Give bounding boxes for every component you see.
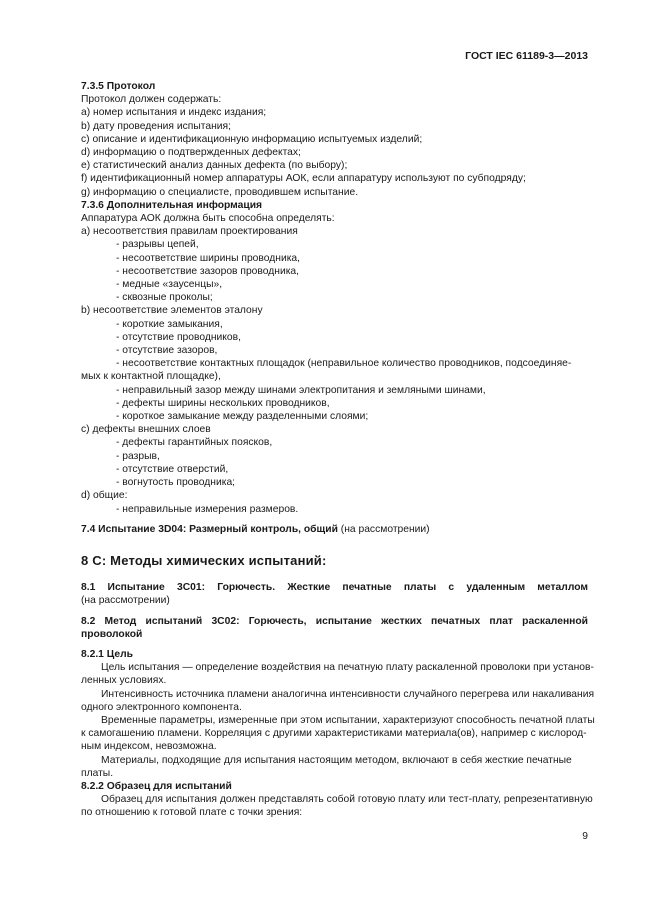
list-item: f) идентификационный номер аппаратуры АОК, если аппаратуру используют по субподряду; [81, 173, 526, 185]
document-body [81, 80, 595, 820]
list-item: d) общие: [81, 490, 128, 502]
section-8-1-title: 8.1 Испытание 3C01: Горючесть. Жесткие печатные платы с удаленным металлом [81, 582, 588, 594]
section-8-title: 8 С: Методы химических испытаний: [81, 552, 327, 568]
section-7-3-5-intro: Протокол должен содержать: [81, 94, 222, 106]
sub-list-item: - медные «заусенцы», [116, 279, 223, 291]
paragraph-line: ным индексом, невозможна. [81, 741, 217, 753]
paragraph-line: к самогашению пламени. Корреляция с другими характеристиками материала(ов), например с кислород- [81, 728, 587, 740]
sub-list-item: - отсутствие проводников, [116, 331, 241, 343]
sub-list-item: - короткие замыкания, [116, 318, 223, 330]
sub-list-item: - несоответствие контактных площадок (неправильное количество проводников, подсоединяе- [116, 358, 572, 370]
list-item: b) дату проведения испытания; [81, 120, 231, 132]
list-item: а) номер испытания и индекс издания; [81, 107, 267, 119]
paragraph-line: по отношению к готовой плате с точки зрения: [81, 807, 303, 819]
sub-list-item: - разрывы цепей, [116, 239, 199, 251]
sub-list-item: - неправильный зазор между шинами электропитания и земляными шинами, [116, 384, 486, 396]
sub-list-item: - дефекты ширины нескольких проводников, [116, 397, 330, 409]
sub-list-item: - несоответствие ширины проводника, [116, 252, 301, 264]
sub-list-item: - несоответствие зазоров проводника, [116, 265, 300, 277]
section-8-2-2-title: 8.2.2 Образец для испытаний [81, 780, 232, 792]
section-7-3-6-intro: Аппаратура АОК должна быть способна определять: [81, 213, 335, 225]
list-item: d) информацию о подтвержденных дефектах; [81, 147, 301, 159]
list-item: с) описание и идентификационную информацию испытуемых изделий; [81, 133, 423, 145]
section-7-4-title-bold: 7.4 Испытание 3D04: Размерный контроль, общий [81, 523, 338, 535]
section-7-4-title [81, 523, 588, 536]
list-item: с) дефекты внешних слоев [81, 424, 211, 436]
sub-list-item: - короткое замыкание между разделенными слоями; [116, 411, 369, 423]
paragraph-line: платы. [81, 767, 114, 779]
paragraph-line: Цель испытания — определение воздействия на печатную плату раскаленной проволоки при установ- [101, 662, 594, 674]
section-8-2-title-cont: проволокой [81, 628, 143, 640]
sub-list-item: - неправильные измерения размеров. [116, 503, 299, 515]
sub-list-item: - разрыв, [116, 450, 160, 462]
section-7-3-5-title: 7.3.5 Протокол [81, 81, 156, 92]
sub-list-item: - сквозные проколы; [116, 292, 213, 304]
sub-list-item: - вогнутость проводника; [116, 477, 236, 489]
paragraph-line: одного электронного компонента. [81, 701, 242, 713]
page-number: 9 [582, 831, 588, 842]
paragraph-line: ленных условиях. [81, 675, 167, 687]
paragraph-line: Материалы, подходящие для испытания настоящим методом, включают в себя жесткие печатные [101, 754, 572, 766]
section-7-4-note: (на рассмотрении) [340, 523, 430, 535]
sub-list-item: - дефекты гарантийных поясков, [116, 437, 273, 449]
list-item: g) информацию о специалисте, проводившем испытание. [81, 186, 359, 198]
page-header: ГОСТ IEC 61189-3—2013 [465, 50, 588, 62]
paragraph-line: Интенсивность источника пламени аналогична интенсивности случайного перегрева или накаливания [101, 688, 595, 700]
section-7-3-6-title: 7.3.6 Дополнительная информация [81, 199, 263, 211]
section-8-2-title: 8.2 Метод испытаний 3C02: Горючесть, испытание жестких печатных плат раскаленной [81, 615, 588, 627]
list-item: b) несоответствие элементов эталону [81, 305, 263, 317]
paragraph-line: Образец для испытания должен представлять собой готовую плату или тест-плату, репрезентативную [101, 794, 593, 806]
section-8-2-1-title: 8.2.1 Цель [81, 648, 134, 660]
list-item: е) статистический анализ данных дефекта (по выбору); [81, 160, 348, 172]
sub-list-item-continuation: мых к контактной площадке), [81, 371, 221, 383]
sub-list-item: - отсутствие зазоров, [116, 345, 218, 357]
sub-list-item: - отсутствие отверстий, [116, 463, 229, 475]
section-8-1-note: (на рассмотрении) [81, 595, 170, 607]
paragraph-line: Временные параметры, измеренные при этом испытании, характеризуют способность печатной платы [101, 714, 595, 726]
list-item: а) несоответствия правилам проектирования [81, 226, 298, 238]
